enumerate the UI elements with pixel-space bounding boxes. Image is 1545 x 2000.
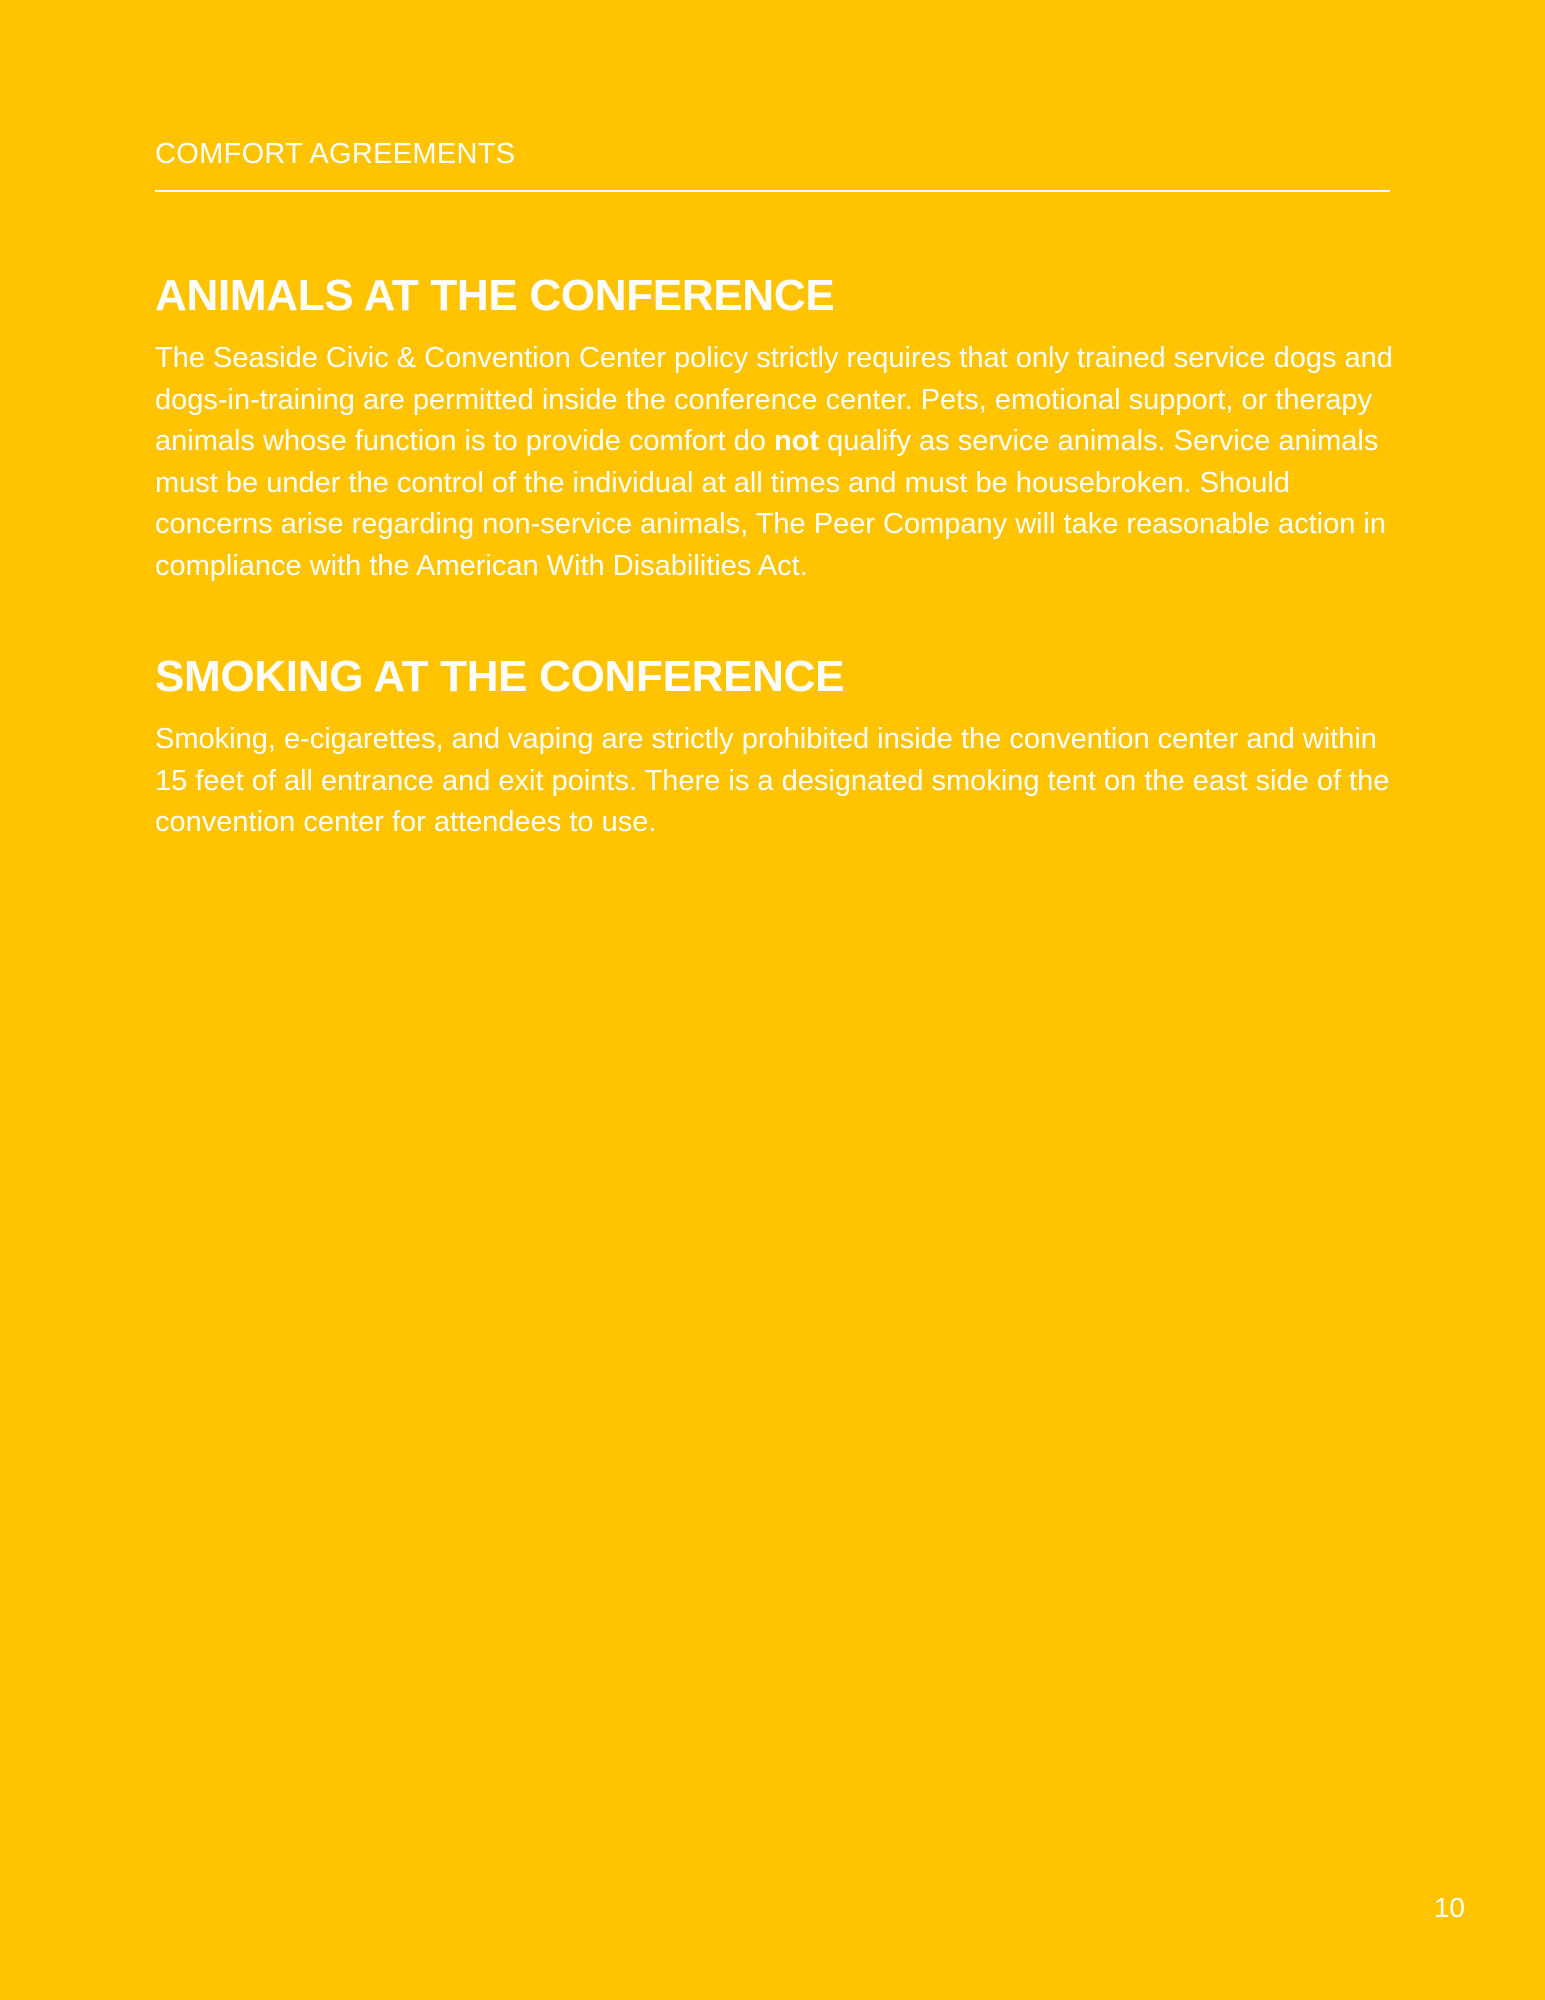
section-body-smoking: Smoking, e-cigarettes, and vaping are strictly prohibited inside the convention center and within 15 feet of all entrance and exit points. There is a designated smoking tent on the east side of the convention center for attendees to use. xyxy=(155,723,1390,838)
section-animals xyxy=(155,268,1395,587)
header-divider xyxy=(155,190,1390,192)
page-content xyxy=(155,268,1395,844)
section-smoking xyxy=(155,649,1395,844)
page-header xyxy=(155,134,1390,174)
section-body-animals xyxy=(155,338,1395,587)
header-label: COMFORT AGREEMENTS xyxy=(155,138,516,170)
section-heading-smoking: SMOKING AT THE CONFERENCE xyxy=(155,652,845,701)
body-text-part: The Seaside Civic & Convention Center policy strictly requires that only trained service dogs and dogs-in-training are permitted inside the conference center. Pets, emotional support, or therapy animals whose function is to provide comfort do xyxy=(155,342,1393,457)
body-text-emphasis: not xyxy=(773,425,820,457)
page-number: 10 xyxy=(1433,1892,1465,1923)
body-text-part: qualify as service animals. Service animals must be under the control of the individual at all times and must be housebroken. Should concerns arise regarding non-service animals, The Peer Company will take reasonable action in compliance with the American With Disabilities Act. xyxy=(155,425,1386,582)
section-heading-animals: ANIMALS AT THE CONFERENCE xyxy=(155,271,835,320)
